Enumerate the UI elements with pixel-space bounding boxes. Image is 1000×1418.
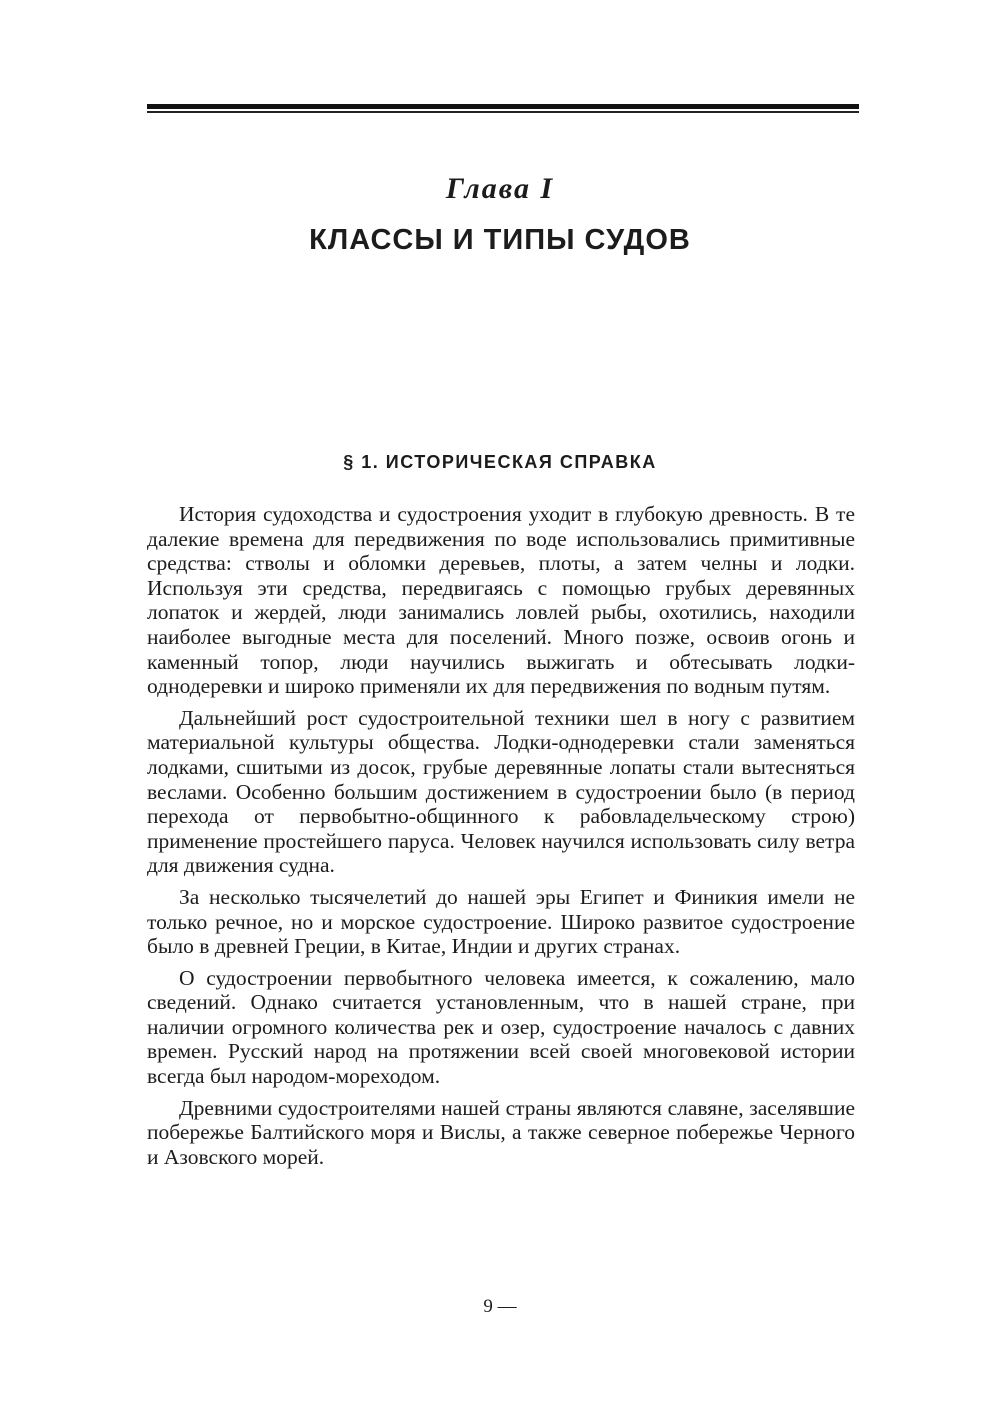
header-rule-thin: [147, 111, 859, 113]
paragraph-2: Дальнейший рост судостроительной техники шел в ногу с развитием материальной культуры общества. Лодки-однодеревки стали заменяться лодками, сшитыми из досок, грубые деревянные лопаты стали вытесняться веслами. Особенно большим достижением в судостроении было (в период перехода от первобытно-общинного к рабовладельческому строю) применение простейшего паруса. Человек научился использовать силу ветра для движения судна.: [147, 705, 855, 878]
section-heading: § 1. ИСТОРИЧЕСКАЯ СПРАВКА: [343, 452, 657, 472]
chapter-title: КЛАССЫ И ТИПЫ СУДОВ: [309, 224, 691, 256]
chapter-label: Глава I: [445, 172, 555, 205]
page-number: 9 —: [483, 1296, 517, 1317]
paragraph-5: Древними судостроителями нашей страны являются славяне, заселявшие побережье Балтийского моря и Вислы, а также северное побережье Черного и Азовского морей.: [147, 1095, 855, 1169]
paragraph-1: История судоходства и судостроения уходит в глубокую древность. В те далекие времена для передвижения по воде использовались примитивные средства: стволы и обломки деревьев, плоты, а затем челны и лодки. Используя эти средства, передвигаясь с помощью грубых деревянных лопаток и жердей, люди занимались ловлей рыбы, охотились, находили наиболее выгодные места для поселений. Много позже, освоив огонь и каменный топор, люди научились выжигать и обтесывать лодки-однодеревки и широко применяли их для передвижения по водным путям.: [147, 502, 855, 699]
body-text: [147, 502, 855, 1176]
header-rule-thick: [147, 104, 859, 109]
paragraph-3: За несколько тысячелетий до нашей эры Египет и Финикия имели не только речное, но и морское судостроение. Широко развитое судостроение было в древней Греции, в Китае, Индии и других странах.: [147, 884, 855, 959]
paragraph-4: О судостроении первобытного человека имеется, к сожалению, мало сведений. Однако считается установленным, что в нашей стране, при наличии огромного количества рек и озер, судостроение началось с давних времен. Русский народ на протяжении всей своей многовековой истории всегда был народом-мореходом.: [147, 965, 855, 1089]
header-rule: [147, 104, 859, 114]
